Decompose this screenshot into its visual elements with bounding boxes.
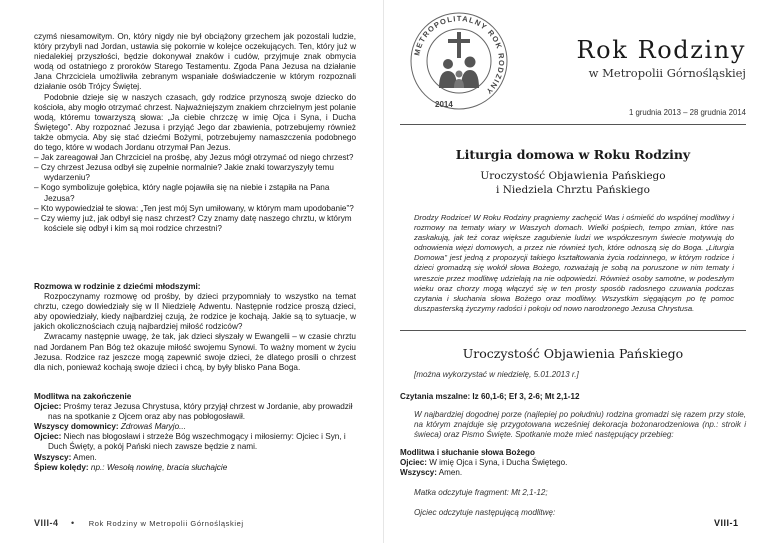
section-subtitle-2: i Niedziela Chrztu Pańskiego [496, 184, 650, 196]
feast-title: Uroczystość Objawienia Pańskiego [462, 346, 684, 361]
feast-body [400, 370, 746, 380]
question-item: – Kto wypowiedział te słowa: „Ten jest mój Syn umiłowany, w którym mam upodobanie”? [34, 203, 354, 213]
children-heading: Rozmowa w rodzinie z dziećmi młodszymi: [34, 282, 201, 291]
children-section [34, 282, 356, 373]
children-paragraph-2: Zwracamy następnie uwagę, że tak, jak dzieci słyszały w Ewangelii – w czasie chrztu nad Jordanem Pan Bóg też okazuje miłość swojemu Synowi. To ważny moment w życiu Jezusa. Rodzice raz jeszcze mogą zapewnić swoje dzieci, że dlatego prosili o chrzest dla nich, ponieważ kochają swoje dzieci i chcą, by były blisko Pana Boga. [34, 332, 356, 372]
closing-text: np.: Wesołą nowinę, bracia słuchajcie [88, 462, 228, 472]
closing-line [34, 422, 356, 432]
closing-heading: Modlitwa na zakończenie [34, 392, 132, 401]
logo-ring-text: METROPOLITALNY ROK RODZINY [412, 13, 507, 97]
prayer-text: W imię Ojca i Syna, i Ducha Świętego. [427, 458, 568, 468]
closing-text: Zdrowaś Maryjo... [118, 422, 186, 432]
prayer-line [400, 468, 746, 478]
closing-line [34, 432, 356, 452]
speaker-label: Śpiew kolędy: [34, 462, 89, 472]
intro-paragraph: Drodzy Rodzice! W Roku Rodziny pragniemy zachęcić Was i ośmielić do wspólnej modlitwy i rozmowy na tematy wiary w Waszych domach. Wielki pośpiech, tempo zmian, które nas zaskakują, jak też coraz większe zagubienie ludzi we współczesnym świecie motywują do odnowienia więzi domowych, a przez nie również tych, które odnoszą się do Boga. „Liturgia Domowa” jest jedną z propozycji takiego kształtowania życia rodzinnego, w którym rodzice i dzieci gromadzą się wokół słowa Bożego, rozważają je sobą na poruszone w nim tematy i wreszcie przez modlitwę udzielają na nie odpowiedzi. Również osoby samotne, w podeszłym wieku oraz chorzy mogą włączyć się w ten prosty sposób radosnego czuwania podczas czytania i słuchania słowa Bożego oraz modlitwy. Wszystkim sięgającym po tę pomoc duszpasterską życzymy radości i pokoju od nowo narodzonego Jezusa Chrystusa. [414, 213, 734, 313]
footer-bullet: • [71, 518, 75, 528]
readings-line [400, 392, 746, 402]
speaker-label: Wszyscy: [34, 452, 72, 462]
page-number: VIII-4 [34, 518, 59, 528]
feast-note: [można wykorzystać w niedzielę, 5.01.2013 r.] [414, 370, 579, 379]
header-rule [400, 124, 746, 125]
publication-title: Rok Rodziny [576, 36, 746, 64]
mother-reads: Matka odczytuje fragment: Mt 2,1-12; [414, 488, 548, 497]
prayer-heading [400, 448, 746, 458]
speaker-label: Wszyscy: [400, 468, 437, 478]
left-body [34, 32, 356, 234]
father-reads: Ojciec odczytuje następującą modlitwę: [414, 508, 556, 517]
publication-subtitle: w Metropolii Górnośląskiej [588, 66, 746, 80]
prayer-heading-text: Modlitwa i słuchanie słowa Bożego [400, 448, 535, 457]
intro-rule [400, 330, 746, 331]
section-subtitle-1: Uroczystość Objawienia Pańskiego [480, 170, 666, 182]
speaker-label: Ojciec: [34, 402, 62, 412]
paragraph-baptism: Podobnie dzieje się w naszych czasach, gdy rodzice przynoszą swoje dziecko do kościoła, aby mogło otrzymać chrzest. Najważniejszym znakiem chrzcielnym jest polanie wodą, któremu towarzyszą słowa: „Ja ciebie chrzczę w imię Ojca i Syna, i Ducha Świętego”. Aby rozpoznać Jezusa i przyjąć Jego dar zbawienia, potrzebujemy również także obmycia. Aby się stać dziećmi Bożymi, potrzebujemy namaszczenia podobnego do tego, które w wodach Jordanu otrzymał Pan Jezus. [34, 92, 356, 153]
section-title: Liturgia domowa w Roku Rodziny [455, 147, 691, 162]
closing-line [34, 453, 356, 463]
speaker-label: Ojciec: [400, 458, 427, 468]
question-item: – Czy wiemy już, jak odbył się nasz chrzest? Czy znamy datę naszego chrztu, w którym kościele się odbył i kim są moi rodzice chrzestni? [34, 213, 352, 233]
readings-block [400, 392, 746, 402]
prayer-line [400, 458, 746, 468]
footer-title: Rok Rodziny w Metropolii Górnośląskiej [88, 519, 244, 528]
children-paragraph-1: Rozpoczynamy rozmowę od prośby, by dzieci przypomniały to wszystko na temat chrztu, czego dowiedziały się w II Niedzielę Adwentu. Następnie rodzice proszą dzieci, aby opowiedziały, kiedy najbardziej czują, że rodzice je kochają. Jakie są to sytuacje, w jakich okolicznościach czują najbardziej miłość rodziców? [34, 292, 356, 332]
left-footer [34, 518, 244, 528]
speaker-label: Ojciec: [34, 432, 62, 442]
logo-year: 2014 [435, 100, 453, 109]
father-instructions [400, 508, 746, 518]
date-range: 1 grudnia 2013 – 28 grudnia 2014 [628, 108, 746, 117]
question-item: – Kogo symbolizuje gołębica, który nagle pojawiła się na niebie i zstąpiła na Pana Jezusa? [34, 183, 330, 203]
readings-text: Czytania mszalne: Iz 60,1-6; Ef 3, 2-6; Mt 2,1-12 [400, 392, 580, 401]
family-cross-logo-icon [406, 8, 512, 114]
closing-text: Prośmy teraz Jezusa Chrystusa, który przyjął chrzest w Jordanie, aby prowadził nas na spotkanie z Ojcem oraz aby nas pobłogosławił. [48, 402, 353, 422]
question-item: – Jak zareagował Jan Chrzciciel na prośbę, aby Jezus mógł otrzymać od niego chrzest? [34, 153, 354, 163]
closing-prayer-section [34, 392, 356, 473]
speaker-label: Wszyscy domownicy: [34, 422, 119, 432]
opening-paragraph: czymś niesamowitym. On, który nigdy nie był obciążony grzechem jak pozostali ludzie, który przybyli nad Jordan, ustawia się pokornie w kolejce oczekujących. Ten, który już w niedalekiej przyszłości, będzie dokonywał znaków i cudów, przyjmuje znak obmycia wodą od ostatniego z proroków Starego Testamentu. Zgoda Pana Jezusa na działanie Jana Chrzciciela umożliwiła zebranym wspaniałe doświadczenie w którym rozpoznali działanie osób Trójcy Świętej. [34, 32, 356, 92]
reading-instructions [400, 488, 746, 498]
preparation-text: W najbardziej dogodnej porze (najlepiej po południu) rodzina gromadzi się razem przy stole, na którym znajduje się przygotowana wcześniej dekoracja bożonarodzeniowa (np.: stroik i świeca) oraz Pismo Święte. Spotkanie może mieć następujący przebieg: [414, 410, 746, 440]
prayer-block [400, 448, 746, 478]
closing-text: Amen. [71, 452, 97, 462]
closing-text: Niech nas błogosławi i strzeże Bóg wszechmogący i miłosierny: Ojciec i Syn, i Duch Święty, a pokój Pański niech zawsze będzie z nami. [48, 432, 346, 452]
right-page-number: VIII-1 [714, 518, 739, 528]
question-item: – Czy chrzest Jezusa odbył się zupełnie normalnie? Jakie znaki towarzyszyły temu wydarzeniu? [34, 163, 334, 183]
preparation-block [400, 410, 746, 440]
closing-line [34, 402, 356, 422]
closing-line [34, 463, 356, 473]
prayer-text: Amen. [436, 468, 463, 478]
